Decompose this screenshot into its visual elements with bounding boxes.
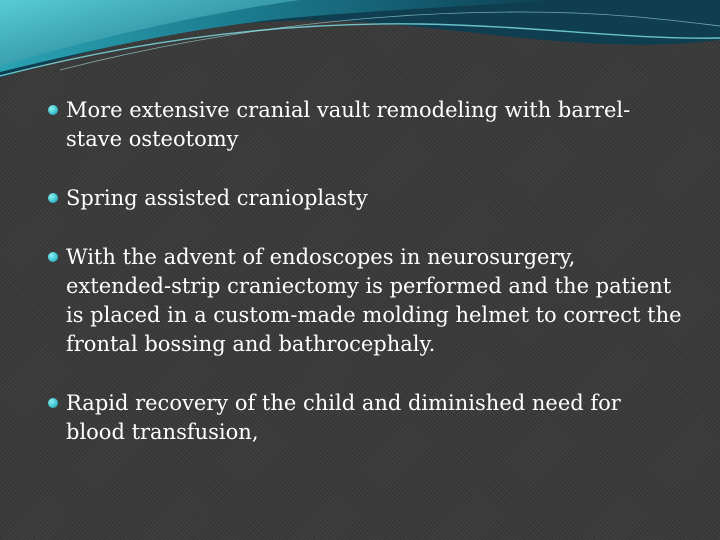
bullet-item [46,389,686,447]
bullet-item [46,96,686,154]
bullet-dot-icon [48,105,58,115]
bullet-text: More extensive cranial vault remodeling with barrel-stave osteotomy [66,98,631,151]
bullet-text: Rapid recovery of the child and diminished need for blood transfusion, [66,391,621,444]
decorative-wave-banner [0,0,720,90]
bullet-text: Spring assisted cranioplasty [66,186,368,210]
bullet-item [46,243,686,359]
bullet-item [46,184,686,213]
bullet-text: With the advent of endoscopes in neurosurgery, extended-strip craniectomy is performed and the patient is placed in a custom-made molding helmet to correct the frontal bossing and bathrocephaly. [66,245,682,356]
bullet-list [46,96,686,477]
bullet-dot-icon [48,398,58,408]
bullet-dot-icon [48,193,58,203]
bullet-dot-icon [48,252,58,262]
